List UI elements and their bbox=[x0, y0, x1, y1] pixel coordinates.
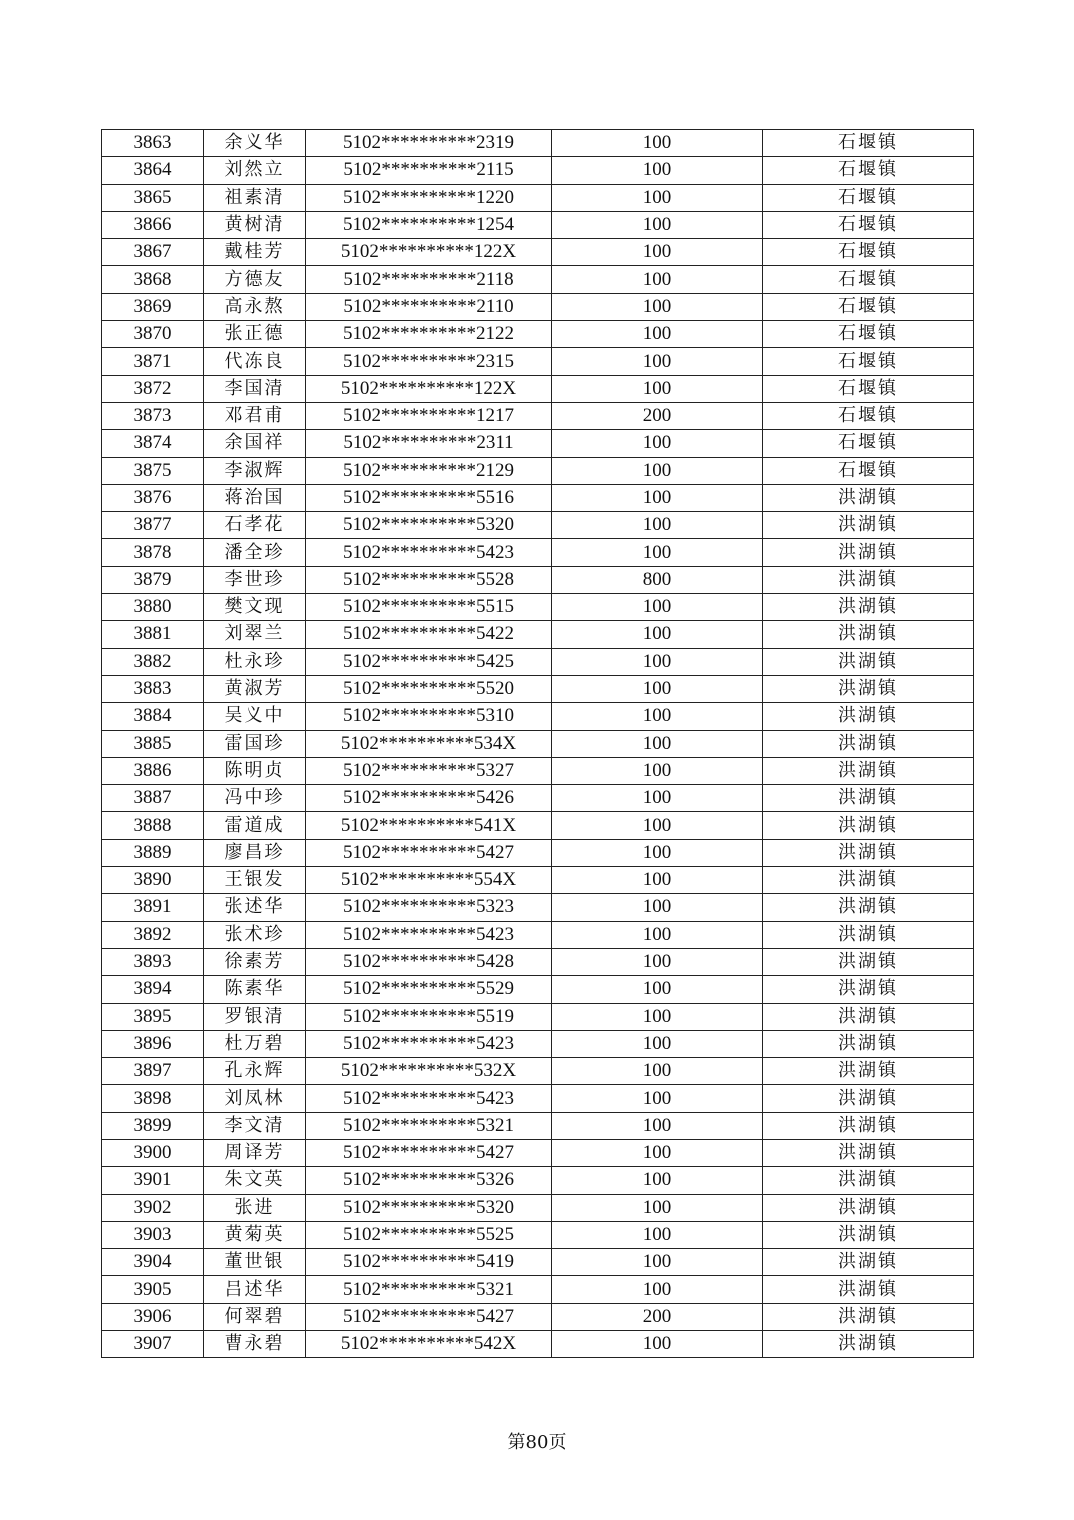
table-row bbox=[102, 730, 974, 757]
amount-cell: 100 bbox=[552, 266, 763, 293]
row-number-cell: 3881 bbox=[102, 621, 204, 648]
town-cell: 石堰镇 bbox=[763, 457, 974, 484]
town-cell: 洪湖镇 bbox=[763, 1194, 974, 1221]
table-row bbox=[102, 1030, 974, 1057]
amount-cell: 100 bbox=[552, 321, 763, 348]
id-number-cell: 5102**********5426 bbox=[306, 785, 552, 812]
row-number-cell: 3883 bbox=[102, 675, 204, 702]
town-cell: 石堰镇 bbox=[763, 130, 974, 157]
person-name-cell: 罗银清 bbox=[204, 1003, 306, 1030]
person-name-cell: 曹永碧 bbox=[204, 1331, 306, 1358]
amount-cell: 100 bbox=[552, 1085, 763, 1112]
table-row bbox=[102, 1276, 974, 1303]
amount-cell: 100 bbox=[552, 1249, 763, 1276]
row-number-cell: 3880 bbox=[102, 594, 204, 621]
person-name-cell: 张进 bbox=[204, 1194, 306, 1221]
town-cell: 洪湖镇 bbox=[763, 1030, 974, 1057]
table-row bbox=[102, 211, 974, 238]
row-number-cell: 3885 bbox=[102, 730, 204, 757]
id-number-cell: 5102**********2110 bbox=[306, 293, 552, 320]
amount-cell: 200 bbox=[552, 1303, 763, 1330]
person-name-cell: 黄树清 bbox=[204, 211, 306, 238]
table-row bbox=[102, 430, 974, 457]
table-row bbox=[102, 1139, 974, 1166]
id-number-cell: 5102**********5310 bbox=[306, 703, 552, 730]
person-name-cell: 祖素清 bbox=[204, 184, 306, 211]
table-row bbox=[102, 1249, 974, 1276]
table-row bbox=[102, 539, 974, 566]
row-number-cell: 3891 bbox=[102, 894, 204, 921]
table-row bbox=[102, 1003, 974, 1030]
table-row bbox=[102, 839, 974, 866]
id-number-cell: 5102**********5520 bbox=[306, 675, 552, 702]
person-name-cell: 杜永珍 bbox=[204, 648, 306, 675]
id-number-cell: 5102**********5323 bbox=[306, 894, 552, 921]
id-number-cell: 5102**********5423 bbox=[306, 1030, 552, 1057]
row-number-cell: 3906 bbox=[102, 1303, 204, 1330]
row-number-cell: 3901 bbox=[102, 1167, 204, 1194]
person-name-cell: 杜万碧 bbox=[204, 1030, 306, 1057]
person-name-cell: 戴桂芳 bbox=[204, 239, 306, 266]
amount-cell: 100 bbox=[552, 375, 763, 402]
table-row bbox=[102, 239, 974, 266]
id-number-cell: 5102**********1254 bbox=[306, 211, 552, 238]
id-number-cell: 5102**********5423 bbox=[306, 1085, 552, 1112]
amount-cell: 100 bbox=[552, 648, 763, 675]
table-row bbox=[102, 157, 974, 184]
town-cell: 洪湖镇 bbox=[763, 1249, 974, 1276]
table-row bbox=[102, 1303, 974, 1330]
person-name-cell: 高永熬 bbox=[204, 293, 306, 320]
table-row bbox=[102, 512, 974, 539]
town-cell: 石堰镇 bbox=[763, 293, 974, 320]
person-name-cell: 方德友 bbox=[204, 266, 306, 293]
table-row bbox=[102, 675, 974, 702]
person-name-cell: 石孝花 bbox=[204, 512, 306, 539]
row-number-cell: 3875 bbox=[102, 457, 204, 484]
row-number-cell: 3893 bbox=[102, 948, 204, 975]
id-number-cell: 5102**********5320 bbox=[306, 1194, 552, 1221]
amount-cell: 100 bbox=[552, 757, 763, 784]
table-row bbox=[102, 648, 974, 675]
row-number-cell: 3904 bbox=[102, 1249, 204, 1276]
row-number-cell: 3871 bbox=[102, 348, 204, 375]
table-row bbox=[102, 566, 974, 593]
amount-cell: 100 bbox=[552, 1030, 763, 1057]
person-name-cell: 孔永辉 bbox=[204, 1058, 306, 1085]
id-number-cell: 5102**********5515 bbox=[306, 594, 552, 621]
town-cell: 洪湖镇 bbox=[763, 1112, 974, 1139]
person-name-cell: 张术珍 bbox=[204, 921, 306, 948]
amount-cell: 100 bbox=[552, 812, 763, 839]
person-name-cell: 张述华 bbox=[204, 894, 306, 921]
amount-cell: 100 bbox=[552, 430, 763, 457]
town-cell: 石堰镇 bbox=[763, 348, 974, 375]
id-number-cell: 5102**********2319 bbox=[306, 130, 552, 157]
id-number-cell: 5102**********5525 bbox=[306, 1221, 552, 1248]
row-number-cell: 3897 bbox=[102, 1058, 204, 1085]
roster-table-body bbox=[102, 130, 974, 1358]
town-cell: 石堰镇 bbox=[763, 211, 974, 238]
id-number-cell: 5102**********2311 bbox=[306, 430, 552, 457]
person-name-cell: 张正德 bbox=[204, 321, 306, 348]
amount-cell: 100 bbox=[552, 1112, 763, 1139]
person-name-cell: 吕述华 bbox=[204, 1276, 306, 1303]
person-name-cell: 董世银 bbox=[204, 1249, 306, 1276]
amount-cell: 100 bbox=[552, 1139, 763, 1166]
person-name-cell: 黄淑芳 bbox=[204, 675, 306, 702]
person-name-cell: 陈明贞 bbox=[204, 757, 306, 784]
person-name-cell: 李淑辉 bbox=[204, 457, 306, 484]
town-cell: 洪湖镇 bbox=[763, 1085, 974, 1112]
row-number-cell: 3907 bbox=[102, 1331, 204, 1358]
person-name-cell: 蒋治国 bbox=[204, 484, 306, 511]
row-number-cell: 3896 bbox=[102, 1030, 204, 1057]
id-number-cell: 5102**********5427 bbox=[306, 1139, 552, 1166]
row-number-cell: 3870 bbox=[102, 321, 204, 348]
table-row bbox=[102, 484, 974, 511]
table-row bbox=[102, 1112, 974, 1139]
amount-cell: 100 bbox=[552, 703, 763, 730]
person-name-cell: 雷国珍 bbox=[204, 730, 306, 757]
person-name-cell: 李世珍 bbox=[204, 566, 306, 593]
amount-cell: 100 bbox=[552, 1003, 763, 1030]
id-number-cell: 5102**********2315 bbox=[306, 348, 552, 375]
town-cell: 洪湖镇 bbox=[763, 757, 974, 784]
amount-cell: 100 bbox=[552, 348, 763, 375]
amount-cell: 100 bbox=[552, 293, 763, 320]
person-name-cell: 余国祥 bbox=[204, 430, 306, 457]
row-number-cell: 3864 bbox=[102, 157, 204, 184]
town-cell: 洪湖镇 bbox=[763, 512, 974, 539]
row-number-cell: 3882 bbox=[102, 648, 204, 675]
row-number-cell: 3878 bbox=[102, 539, 204, 566]
person-name-cell: 李文清 bbox=[204, 1112, 306, 1139]
person-name-cell: 邓君甫 bbox=[204, 402, 306, 429]
id-number-cell: 5102**********534X bbox=[306, 730, 552, 757]
person-name-cell: 雷道成 bbox=[204, 812, 306, 839]
town-cell: 石堰镇 bbox=[763, 430, 974, 457]
town-cell: 洪湖镇 bbox=[763, 730, 974, 757]
town-cell: 洪湖镇 bbox=[763, 921, 974, 948]
table-row bbox=[102, 402, 974, 429]
table-row bbox=[102, 867, 974, 894]
id-number-cell: 5102**********2122 bbox=[306, 321, 552, 348]
id-number-cell: 5102**********542X bbox=[306, 1331, 552, 1358]
id-number-cell: 5102**********2115 bbox=[306, 157, 552, 184]
table-row bbox=[102, 703, 974, 730]
amount-cell: 100 bbox=[552, 867, 763, 894]
table-row bbox=[102, 348, 974, 375]
row-number-cell: 3890 bbox=[102, 867, 204, 894]
id-number-cell: 5102**********5423 bbox=[306, 539, 552, 566]
person-name-cell: 陈素华 bbox=[204, 976, 306, 1003]
row-number-cell: 3888 bbox=[102, 812, 204, 839]
table-row bbox=[102, 812, 974, 839]
amount-cell: 100 bbox=[552, 1058, 763, 1085]
id-number-cell: 5102**********554X bbox=[306, 867, 552, 894]
town-cell: 石堰镇 bbox=[763, 402, 974, 429]
town-cell: 洪湖镇 bbox=[763, 675, 974, 702]
row-number-cell: 3877 bbox=[102, 512, 204, 539]
row-number-cell: 3876 bbox=[102, 484, 204, 511]
town-cell: 洪湖镇 bbox=[763, 484, 974, 511]
id-number-cell: 5102**********5321 bbox=[306, 1276, 552, 1303]
town-cell: 洪湖镇 bbox=[763, 1303, 974, 1330]
town-cell: 洪湖镇 bbox=[763, 1331, 974, 1358]
row-number-cell: 3872 bbox=[102, 375, 204, 402]
row-number-cell: 3894 bbox=[102, 976, 204, 1003]
table-row bbox=[102, 130, 974, 157]
table-row bbox=[102, 757, 974, 784]
table-row bbox=[102, 1221, 974, 1248]
table-row bbox=[102, 457, 974, 484]
row-number-cell: 3865 bbox=[102, 184, 204, 211]
table-row bbox=[102, 266, 974, 293]
table-row bbox=[102, 594, 974, 621]
town-cell: 石堰镇 bbox=[763, 375, 974, 402]
amount-cell: 100 bbox=[552, 621, 763, 648]
table-row bbox=[102, 785, 974, 812]
town-cell: 洪湖镇 bbox=[763, 1167, 974, 1194]
town-cell: 洪湖镇 bbox=[763, 839, 974, 866]
row-number-cell: 3874 bbox=[102, 430, 204, 457]
table-row bbox=[102, 1331, 974, 1358]
person-name-cell: 冯中珍 bbox=[204, 785, 306, 812]
amount-cell: 100 bbox=[552, 157, 763, 184]
row-number-cell: 3868 bbox=[102, 266, 204, 293]
person-name-cell: 王银发 bbox=[204, 867, 306, 894]
amount-cell: 100 bbox=[552, 130, 763, 157]
row-number-cell: 3889 bbox=[102, 839, 204, 866]
row-number-cell: 3873 bbox=[102, 402, 204, 429]
town-cell: 洪湖镇 bbox=[763, 1058, 974, 1085]
id-number-cell: 5102**********5427 bbox=[306, 839, 552, 866]
row-number-cell: 3900 bbox=[102, 1139, 204, 1166]
amount-cell: 100 bbox=[552, 785, 763, 812]
amount-cell: 100 bbox=[552, 1331, 763, 1358]
row-number-cell: 3866 bbox=[102, 211, 204, 238]
person-name-cell: 吴义中 bbox=[204, 703, 306, 730]
row-number-cell: 3867 bbox=[102, 239, 204, 266]
row-number-cell: 3895 bbox=[102, 1003, 204, 1030]
amount-cell: 100 bbox=[552, 976, 763, 1003]
town-cell: 洪湖镇 bbox=[763, 703, 974, 730]
person-name-cell: 李国清 bbox=[204, 375, 306, 402]
id-number-cell: 5102**********5326 bbox=[306, 1167, 552, 1194]
id-number-cell: 5102**********1220 bbox=[306, 184, 552, 211]
town-cell: 洪湖镇 bbox=[763, 1139, 974, 1166]
amount-cell: 100 bbox=[552, 839, 763, 866]
amount-cell: 100 bbox=[552, 1167, 763, 1194]
id-number-cell: 5102**********541X bbox=[306, 812, 552, 839]
amount-cell: 100 bbox=[552, 512, 763, 539]
amount-cell: 100 bbox=[552, 675, 763, 702]
town-cell: 洪湖镇 bbox=[763, 594, 974, 621]
town-cell: 洪湖镇 bbox=[763, 812, 974, 839]
page-number: 第80页 bbox=[507, 1432, 567, 1453]
town-cell: 洪湖镇 bbox=[763, 785, 974, 812]
table-row bbox=[102, 894, 974, 921]
id-number-cell: 5102**********122X bbox=[306, 375, 552, 402]
amount-cell: 100 bbox=[552, 1221, 763, 1248]
table-row bbox=[102, 621, 974, 648]
town-cell: 洪湖镇 bbox=[763, 566, 974, 593]
amount-cell: 200 bbox=[552, 402, 763, 429]
town-cell: 洪湖镇 bbox=[763, 1276, 974, 1303]
row-number-cell: 3903 bbox=[102, 1221, 204, 1248]
id-number-cell: 5102**********532X bbox=[306, 1058, 552, 1085]
person-name-cell: 黄菊英 bbox=[204, 1221, 306, 1248]
table-row bbox=[102, 976, 974, 1003]
id-number-cell: 5102**********5427 bbox=[306, 1303, 552, 1330]
amount-cell: 100 bbox=[552, 594, 763, 621]
town-cell: 石堰镇 bbox=[763, 184, 974, 211]
amount-cell: 100 bbox=[552, 1276, 763, 1303]
row-number-cell: 3902 bbox=[102, 1194, 204, 1221]
id-number-cell: 5102**********5516 bbox=[306, 484, 552, 511]
person-name-cell: 潘全珍 bbox=[204, 539, 306, 566]
row-number-cell: 3905 bbox=[102, 1276, 204, 1303]
person-name-cell: 周译芳 bbox=[204, 1139, 306, 1166]
id-number-cell: 5102**********5419 bbox=[306, 1249, 552, 1276]
amount-cell: 800 bbox=[552, 566, 763, 593]
amount-cell: 100 bbox=[552, 457, 763, 484]
person-name-cell: 朱文英 bbox=[204, 1167, 306, 1194]
amount-cell: 100 bbox=[552, 539, 763, 566]
person-name-cell: 刘翠兰 bbox=[204, 621, 306, 648]
row-number-cell: 3884 bbox=[102, 703, 204, 730]
person-name-cell: 余义华 bbox=[204, 130, 306, 157]
table-row bbox=[102, 1167, 974, 1194]
person-name-cell: 代冻良 bbox=[204, 348, 306, 375]
id-number-cell: 5102**********5327 bbox=[306, 757, 552, 784]
amount-cell: 100 bbox=[552, 894, 763, 921]
amount-cell: 100 bbox=[552, 948, 763, 975]
table-row bbox=[102, 321, 974, 348]
row-number-cell: 3863 bbox=[102, 130, 204, 157]
row-number-cell: 3886 bbox=[102, 757, 204, 784]
id-number-cell: 5102**********5320 bbox=[306, 512, 552, 539]
row-number-cell: 3879 bbox=[102, 566, 204, 593]
amount-cell: 100 bbox=[552, 1194, 763, 1221]
row-number-cell: 3887 bbox=[102, 785, 204, 812]
id-number-cell: 5102**********5425 bbox=[306, 648, 552, 675]
town-cell: 石堰镇 bbox=[763, 239, 974, 266]
id-number-cell: 5102**********5519 bbox=[306, 1003, 552, 1030]
town-cell: 洪湖镇 bbox=[763, 648, 974, 675]
table-row bbox=[102, 184, 974, 211]
id-number-cell: 5102**********5423 bbox=[306, 921, 552, 948]
table-row bbox=[102, 921, 974, 948]
town-cell: 石堰镇 bbox=[763, 321, 974, 348]
row-number-cell: 3898 bbox=[102, 1085, 204, 1112]
id-number-cell: 5102**********5529 bbox=[306, 976, 552, 1003]
town-cell: 洪湖镇 bbox=[763, 1003, 974, 1030]
amount-cell: 100 bbox=[552, 239, 763, 266]
roster-table bbox=[101, 129, 974, 1358]
row-number-cell: 3899 bbox=[102, 1112, 204, 1139]
person-name-cell: 刘然立 bbox=[204, 157, 306, 184]
id-number-cell: 5102**********5321 bbox=[306, 1112, 552, 1139]
town-cell: 石堰镇 bbox=[763, 266, 974, 293]
table-row bbox=[102, 948, 974, 975]
amount-cell: 100 bbox=[552, 730, 763, 757]
town-cell: 洪湖镇 bbox=[763, 976, 974, 1003]
table-row bbox=[102, 1085, 974, 1112]
id-number-cell: 5102**********122X bbox=[306, 239, 552, 266]
id-number-cell: 5102**********2118 bbox=[306, 266, 552, 293]
table-row bbox=[102, 293, 974, 320]
id-number-cell: 5102**********5528 bbox=[306, 566, 552, 593]
person-name-cell: 何翠碧 bbox=[204, 1303, 306, 1330]
town-cell: 洪湖镇 bbox=[763, 894, 974, 921]
id-number-cell: 5102**********2129 bbox=[306, 457, 552, 484]
table-row bbox=[102, 1058, 974, 1085]
amount-cell: 100 bbox=[552, 484, 763, 511]
person-name-cell: 徐素芳 bbox=[204, 948, 306, 975]
amount-cell: 100 bbox=[552, 921, 763, 948]
id-number-cell: 5102**********1217 bbox=[306, 402, 552, 429]
id-number-cell: 5102**********5422 bbox=[306, 621, 552, 648]
amount-cell: 100 bbox=[552, 184, 763, 211]
person-name-cell: 樊文现 bbox=[204, 594, 306, 621]
id-number-cell: 5102**********5428 bbox=[306, 948, 552, 975]
person-name-cell: 刘凤林 bbox=[204, 1085, 306, 1112]
table-row bbox=[102, 375, 974, 402]
person-name-cell: 廖昌珍 bbox=[204, 839, 306, 866]
town-cell: 洪湖镇 bbox=[763, 621, 974, 648]
row-number-cell: 3892 bbox=[102, 921, 204, 948]
town-cell: 洪湖镇 bbox=[763, 1221, 974, 1248]
town-cell: 石堰镇 bbox=[763, 157, 974, 184]
amount-cell: 100 bbox=[552, 211, 763, 238]
town-cell: 洪湖镇 bbox=[763, 539, 974, 566]
row-number-cell: 3869 bbox=[102, 293, 204, 320]
town-cell: 洪湖镇 bbox=[763, 948, 974, 975]
table-row bbox=[102, 1194, 974, 1221]
town-cell: 洪湖镇 bbox=[763, 867, 974, 894]
